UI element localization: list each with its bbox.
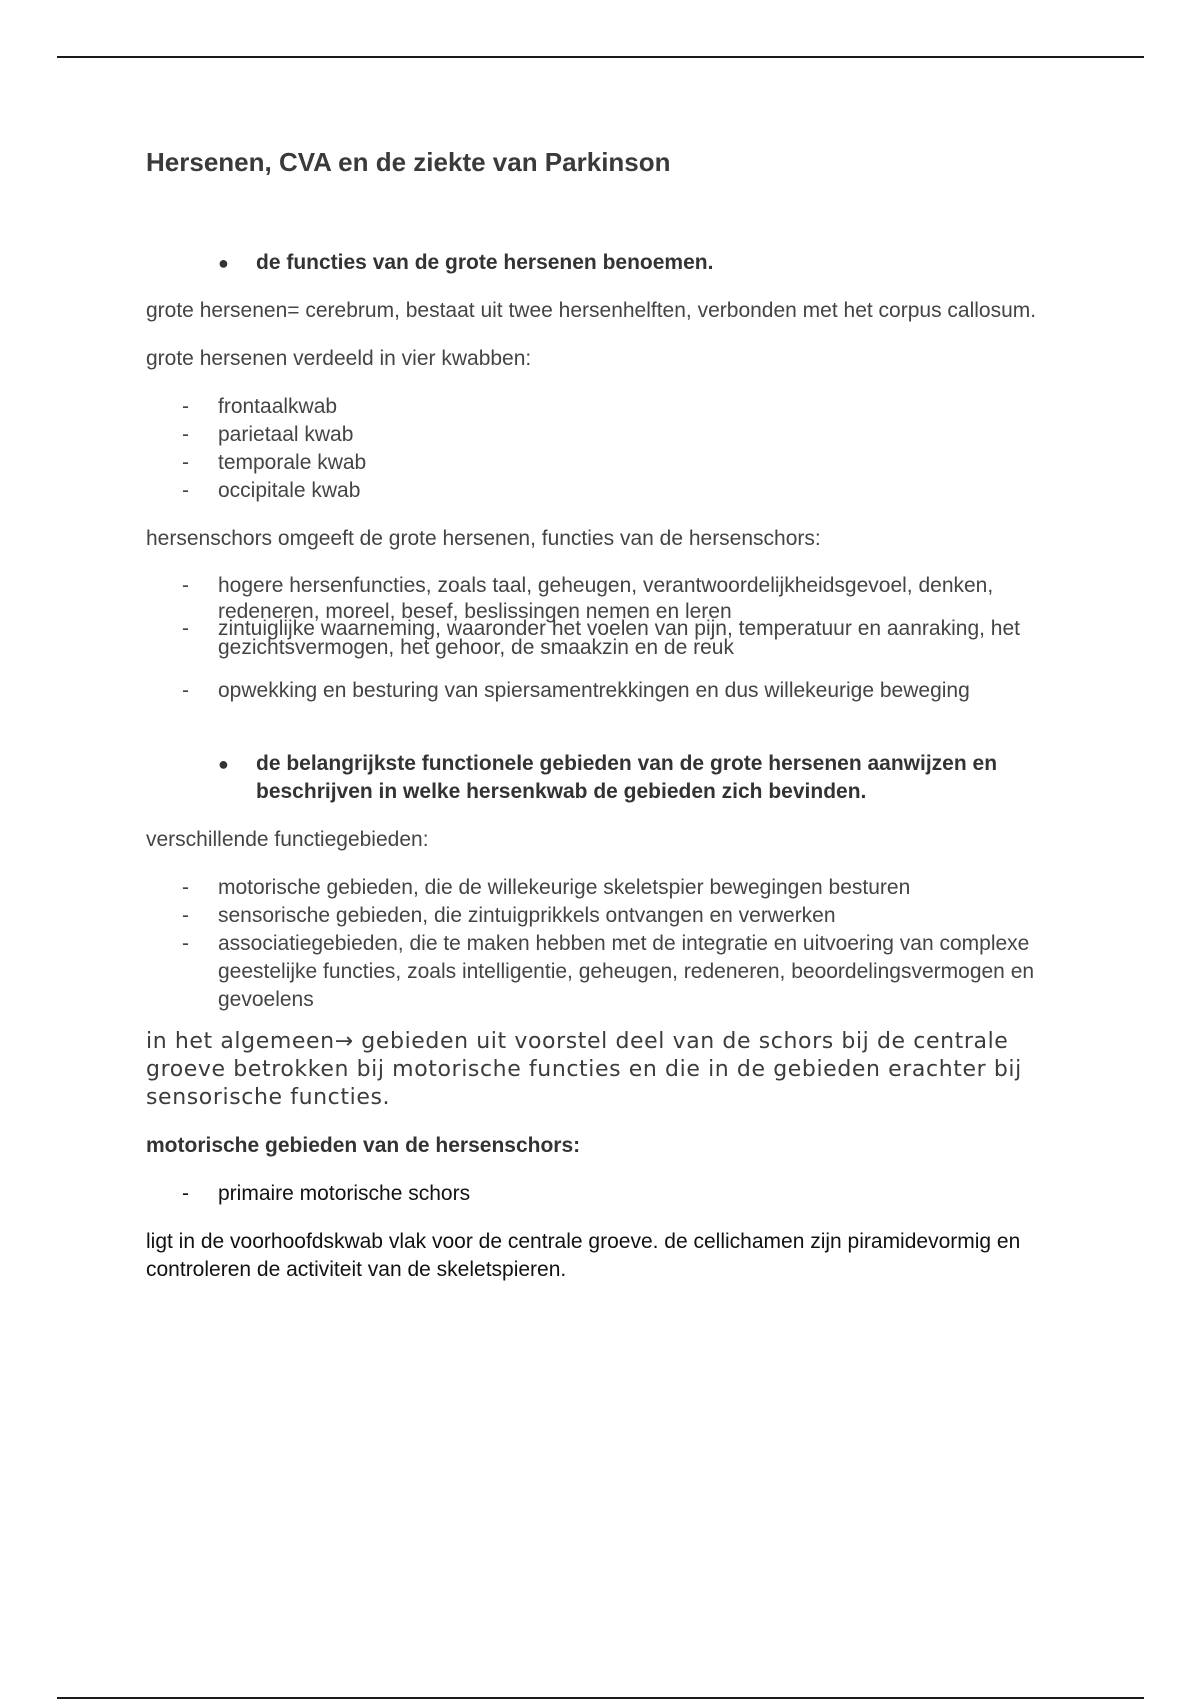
learning-objective-2 <box>146 750 1066 806</box>
list-item: - opwekking en besturing van spiersamentrekkingen en dus willekeurige beweging <box>182 679 970 702</box>
motor-list <box>146 1180 1066 1208</box>
lobes-list <box>146 393 1066 505</box>
cortex-functions-list <box>146 573 1066 700</box>
dash-icon: - <box>182 574 189 597</box>
paragraph-areas-intro: verschillende functiegebieden: <box>146 828 429 851</box>
list-item: - sensorische gebieden, die zintuigprikkels ontvangen en verwerken <box>146 902 1066 930</box>
list-item: - occipitale kwab <box>146 477 1066 505</box>
paragraph-motor-cortex: ligt in de voorhoofdskwab vlak voor de centrale groeve. de cellichamen zijn piramidevormig en controleren de activiteit van de skeletspieren. <box>146 1230 1021 1281</box>
objective-text: de belangrijkste functionele gebieden van de grote hersenen aanwijzen en beschrijven in welke hersenkwab de gebieden zich bevinden. <box>256 752 998 803</box>
list-item: - frontaalkwab <box>146 393 1066 421</box>
paragraph-cerebrum: grote hersenen= cerebrum, bestaat uit twee hersenhelften, verbonden met het corpus callosum. <box>146 299 1037 322</box>
list-item: - motorische gebieden, die de willekeurige skeletspier bewegingen besturen <box>146 874 1066 902</box>
list-item: - temporale kwab <box>146 449 1066 477</box>
areas-list <box>146 874 1066 1014</box>
dash-icon: - <box>182 423 189 446</box>
page-title: Hersenen, CVA en de ziekte van Parkinson <box>146 147 671 177</box>
learning-objective-1 <box>146 249 1066 277</box>
list-item: - associatiegebieden, die te maken hebben met de integratie en uitvoering van complexe geestelijke functies, zoals intelligentie, geheugen, redeneren, beoordelingsvermogen en gevoelens <box>182 932 1035 1011</box>
dash-icon: - <box>182 1182 189 1205</box>
list-item: - primaire motorische schors <box>146 1180 1066 1208</box>
dash-icon: - <box>182 395 189 418</box>
paragraph-lobes-intro: grote hersenen verdeeld in vier kwabben: <box>146 347 532 370</box>
dash-icon: - <box>182 876 189 899</box>
section-heading-motor: motorische gebieden van de hersenschors: <box>146 1134 581 1157</box>
paragraph-cortex-intro: hersenschors omgeeft de grote hersenen, functies van de hersenschors: <box>146 527 821 550</box>
list-item: - parietaal kwab <box>146 421 1066 449</box>
paragraph-general: in het algemeen→ gebieden uit voorstel deel van de schors bij de centrale groeve betrokken bij motorische functies en die in de gebieden erachter bij sensorische functies. <box>146 1029 1022 1110</box>
dash-icon: - <box>182 479 189 502</box>
dash-icon: - <box>182 617 189 640</box>
document-body <box>146 145 1066 1304</box>
bullet-icon: ● <box>218 754 229 774</box>
dash-icon: - <box>182 904 189 927</box>
top-rule <box>57 56 1144 58</box>
dash-icon: - <box>182 679 189 702</box>
bullet-icon: ● <box>218 253 229 273</box>
objective-text: de functies van de grote hersenen benoemen. <box>256 251 714 274</box>
dash-icon: - <box>182 451 189 474</box>
list-item: - hogere hersenfuncties, zoals taal, geheugen, verantwoordelijkheidsgevoel, denken, redeneren, moreel, besef, beslissingen nemen en leren <box>182 574 994 623</box>
list-item: - zintuiglijke waarneming, waaronder het voelen van pijn, temperatuur en aanraking, het gezichtsvermogen, het gehoor, de smaakzin en de reuk <box>182 617 1020 659</box>
bottom-rule <box>57 1697 1144 1699</box>
dash-icon: - <box>182 932 189 955</box>
